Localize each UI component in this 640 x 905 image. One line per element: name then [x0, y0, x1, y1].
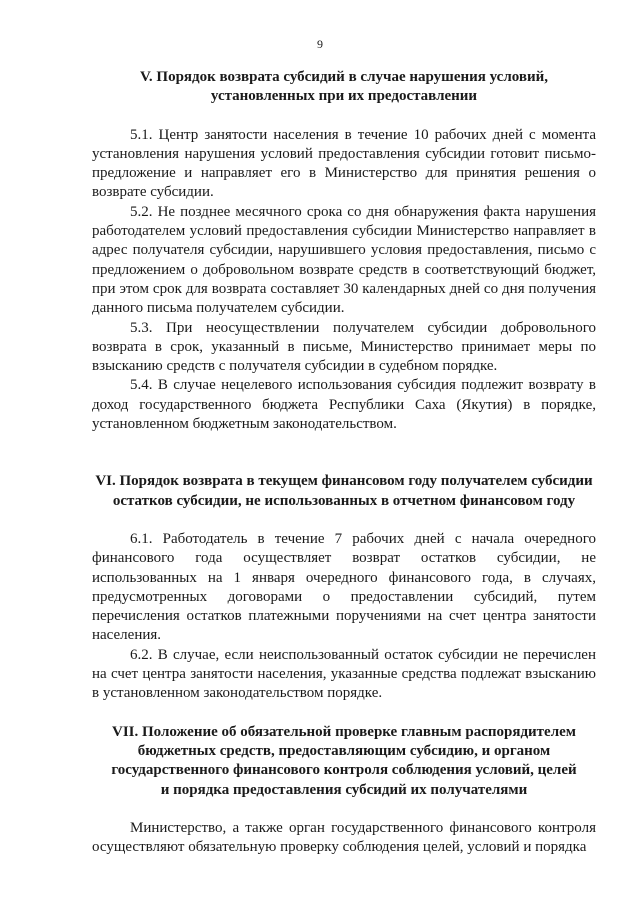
paragraph-6-2: 6.2. В случае, если неиспользованный остаток субсидии не перечислен на счет центра занятости населения, указанные средства подлежат взысканию в установленном законодательством порядке. — [92, 646, 596, 702]
heading-line: V. Порядок возврата субсидий в случае нарушения условий, — [140, 69, 548, 85]
heading-line: и порядка предоставления субсидий их получателями — [160, 781, 528, 798]
heading-line: VII. Положение об обязательной проверке главным распорядителем — [111, 723, 576, 740]
heading-line: бюджетных средств, предоставляющим субсидию, и органом — [137, 742, 551, 759]
paragraph-5-2: 5.2. Не позднее месячного срока со дня обнаружения факта нарушения работодателем условий предоставления субсидии Министерство направляет в адрес получателя субсидии, нарушившего условия предоставления, письмо с предложением о добровольном возврате средств в соответствующий бюджет, при этом срок для возврата составляет 30 календарных дней со дня получения данного письма получателем субсидии. — [92, 203, 596, 317]
heading-line: остатков субсидии, не использованных в отчетном финансовом году — [112, 492, 576, 509]
heading-line: VI. Порядок возврата в текущем финансовом году получателем субсидии — [95, 473, 593, 490]
paragraph-5-3: 5.3. При неосуществлении получателем субсидии добровольного возврата в срок, указанный в письме, Министерство принимает меры по взысканию средств с получателя субсидии в судебном порядке. — [92, 319, 596, 375]
heading-line: установленных при их предоставлении — [210, 88, 478, 105]
paragraph-5-4: 5.4. В случае нецелевого использования субсидия подлежит возврату в доход государственного бюджета Республики Саха (Якутия) в порядке, установленном бюджетным законодательством. — [92, 377, 596, 433]
section-heading-v — [92, 68, 596, 107]
paragraph-7-intro: Министерство, а также орган государственного финансового контроля осуществляют обязательную проверку соблюдения целей, условий и порядка — [92, 819, 596, 856]
paragraph-6-1: 6.1. Работодатель в течение 7 рабочих дней с начала очередного финансового года осуществляет возврат остатков субсидии, не использованных на 1 января очередного финансового года, в случаях, предусмотренных договорами о предоставлении субсидий, путем перечисления остатков платежными поручениями на счет центра занятости населения. — [92, 530, 596, 644]
document-body — [92, 68, 596, 857]
heading-line: государственного финансового контроля соблюдения условий, целей — [111, 762, 577, 779]
page-number: 9 — [317, 37, 323, 51]
section-heading-vii — [92, 723, 596, 800]
paragraph-5-1: 5.1. Центр занятости населения в течение 10 рабочих дней с момента установления нарушения условий предоставления субсидии готовит письмо-предложение и направляет его в Министерство для принятия решения о возврате субсидии. — [92, 126, 596, 201]
section-heading-vi — [92, 472, 596, 511]
